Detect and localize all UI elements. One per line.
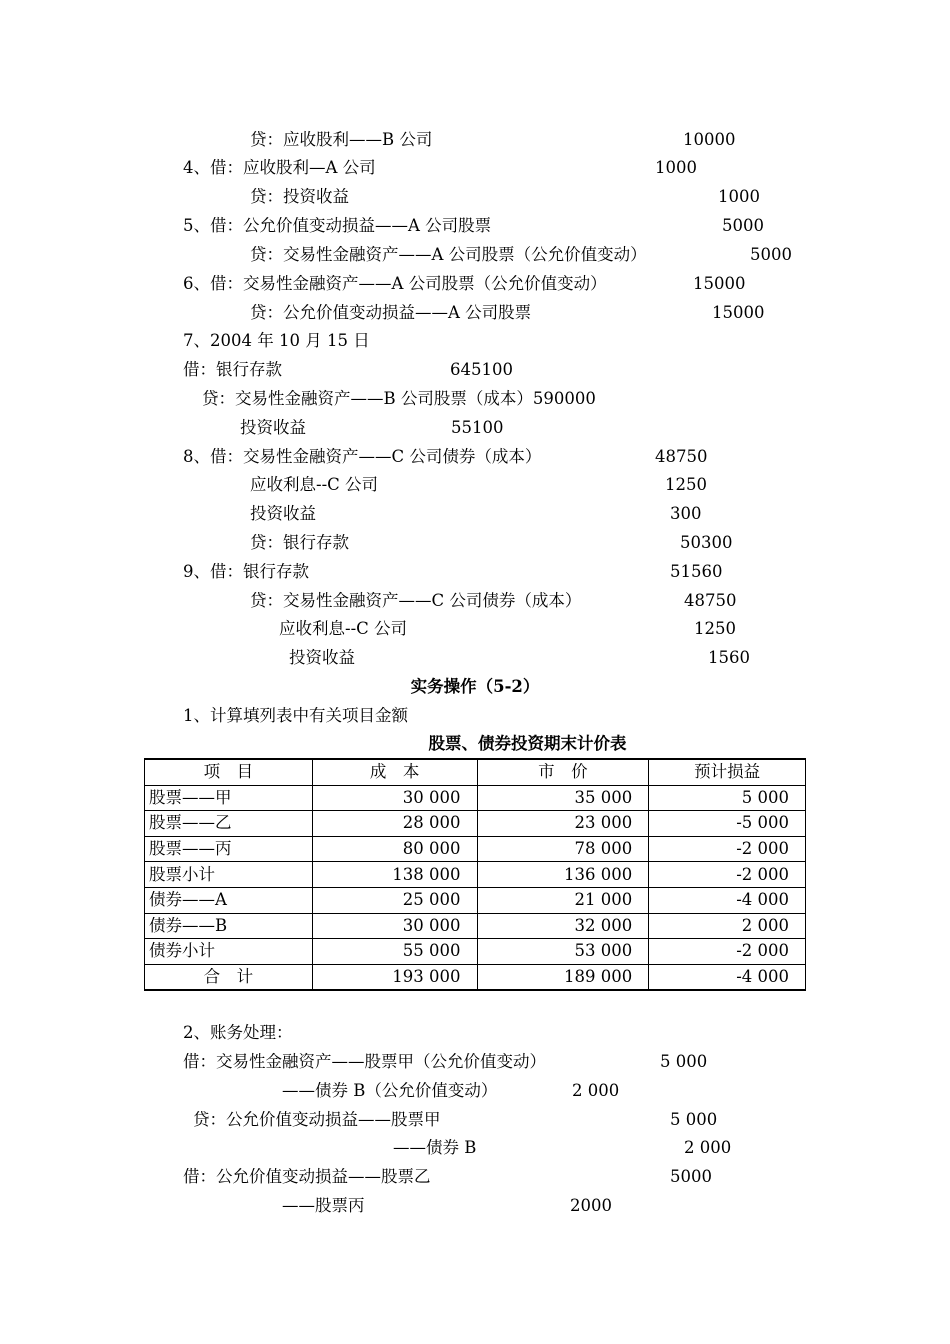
cell-gain-loss: -2 000 <box>649 862 806 888</box>
journal-line-text: 应收利息--C 公司 <box>250 475 379 494</box>
table-row <box>145 887 806 913</box>
journal-line-text: 贷：交易性金融资产——A 公司股票（公允价值变动） <box>250 245 647 264</box>
cell-market-price: 78 000 <box>477 836 649 862</box>
journal-line-text: 贷：银行存款 <box>250 533 349 552</box>
cell-cost: 138 000 <box>312 862 477 888</box>
cell-gain-loss: -2 000 <box>649 836 806 862</box>
journal-line-amount: 48750 <box>684 591 737 610</box>
journal-line-amount: 51560 <box>670 562 723 581</box>
cell-item: 股票——丙 <box>145 836 313 862</box>
journal-line-amount: 55100 <box>451 418 504 437</box>
cell-item: 债券小计 <box>145 939 313 965</box>
journal-line-amount: 1560 <box>708 648 750 667</box>
journal-line-amount: 1250 <box>694 619 736 638</box>
journal-line-text: 5、借：公允价值变动损益——A 公司股票 <box>183 216 492 235</box>
table-row <box>145 862 806 888</box>
cell-cost: 25 000 <box>312 887 477 913</box>
journal-line-text: 应收利息--C 公司 <box>279 619 408 638</box>
table-row <box>145 913 806 939</box>
cell-market-price: 32 000 <box>477 913 649 939</box>
cell-gain-loss: 2 000 <box>649 913 806 939</box>
journal-line-text: ——债券 B <box>393 1138 477 1157</box>
cell-cost: 30 000 <box>312 785 477 811</box>
cell-cost: 28 000 <box>312 811 477 837</box>
header-item: 项 目 <box>145 759 313 785</box>
journal-line-text: 9、借：银行存款 <box>183 562 309 581</box>
cell-cost: 55 000 <box>312 939 477 965</box>
journal-line-amount: 300 <box>670 504 702 523</box>
journal-line-amount: 2 000 <box>684 1138 732 1157</box>
journal-line-text: 贷：交易性金融资产——C 公司债券（成本） <box>250 591 582 610</box>
journal-line-amount: 1250 <box>665 475 707 494</box>
journal-line-text: 投资收益 <box>289 648 355 667</box>
journal-line-text: 借：公允价值变动损益——股票乙 <box>183 1167 431 1186</box>
journal-line-text: 贷：应收股利——B 公司 <box>250 130 433 149</box>
journal-line-amount: 50300 <box>680 533 733 552</box>
journal-line-amount: 15000 <box>693 274 746 293</box>
table-row <box>145 785 806 811</box>
cell-market-price: 53 000 <box>477 939 649 965</box>
cell-gain-loss: -4 000 <box>649 887 806 913</box>
cell-item: 股票——甲 <box>145 785 313 811</box>
cell-item: 股票小计 <box>145 862 313 888</box>
journal-line-text: 4、借：应收股利—A 公司 <box>183 158 376 177</box>
table-header-row <box>145 759 806 785</box>
journal-line-amount: 1000 <box>718 187 760 206</box>
journal-line-amount: 2000 <box>570 1196 612 1215</box>
journal-line-text: ——债券 B（公允价值变动） <box>282 1081 498 1100</box>
journal-line-text: 贷：公允价值变动损益——A 公司股票 <box>250 303 532 322</box>
valuation-table <box>144 758 806 991</box>
section-title: 实务操作（5-2） <box>410 677 540 696</box>
journal-line-text: 贷：公允价值变动损益——股票甲 <box>193 1110 441 1129</box>
journal-line-amount: 5000 <box>750 245 792 264</box>
journal-line-text: 借：交易性金融资产——股票甲（公允价值变动） <box>183 1052 546 1071</box>
cell-gain-loss: -5 000 <box>649 811 806 837</box>
cell-market-price: 23 000 <box>477 811 649 837</box>
cell-item: 债券——A <box>145 887 313 913</box>
journal-line-text: 投资收益 <box>240 418 306 437</box>
cell-item: 债券——B <box>145 913 313 939</box>
header-cost: 成 本 <box>312 759 477 785</box>
journal-line-amount: 645100 <box>450 360 513 379</box>
table-row <box>145 836 806 862</box>
journal-line-amount: 5 000 <box>660 1052 708 1071</box>
journal-line-text: ——股票丙 <box>282 1196 365 1215</box>
cell-cost: 193 000 <box>312 964 477 990</box>
journal-line-amount: 15000 <box>712 303 765 322</box>
journal-line-text: 投资收益 <box>250 504 316 523</box>
cell-gain-loss: -4 000 <box>649 964 806 990</box>
table-total-row <box>145 964 806 990</box>
step-1-heading: 1、计算填列表中有关项目金额 <box>183 706 408 725</box>
cell-market-price: 35 000 <box>477 785 649 811</box>
table-row <box>145 939 806 965</box>
journal-line-text: 7、2004 年 10 月 15 日 <box>183 331 370 350</box>
cell-item: 股票——乙 <box>145 811 313 837</box>
cell-market-price: 189 000 <box>477 964 649 990</box>
cell-item: 合 计 <box>145 964 313 990</box>
journal-line-text: 借：银行存款 <box>183 360 282 379</box>
cell-market-price: 21 000 <box>477 887 649 913</box>
journal-line-amount: 1000 <box>655 158 697 177</box>
header-expected-gain-loss: 预计损益 <box>649 759 806 785</box>
journal-line-amount: 48750 <box>655 447 708 466</box>
journal-line-amount: 10000 <box>683 130 736 149</box>
cell-gain-loss: -2 000 <box>649 939 806 965</box>
journal-line-text: 6、借：交易性金融资产——A 公司股票（公允价值变动） <box>183 274 607 293</box>
step-2-heading: 2、账务处理： <box>183 1023 293 1042</box>
journal-line-text: 8、借：交易性金融资产——C 公司债券（成本） <box>183 447 542 466</box>
journal-line-amount: 2 000 <box>572 1081 620 1100</box>
cell-market-price: 136 000 <box>477 862 649 888</box>
cell-cost: 80 000 <box>312 836 477 862</box>
journal-line-amount: 5000 <box>670 1167 712 1186</box>
header-market-price: 市 价 <box>477 759 649 785</box>
journal-line-text: 贷：投资收益 <box>250 187 349 206</box>
table-title: 股票、债券投资期末计价表 <box>428 734 627 753</box>
journal-line-amount: 5 000 <box>670 1110 718 1129</box>
journal-line-amount: 5000 <box>722 216 764 235</box>
table-row <box>145 811 806 837</box>
cell-cost: 30 000 <box>312 913 477 939</box>
cell-gain-loss: 5 000 <box>649 785 806 811</box>
journal-line-text: 贷：交易性金融资产——B 公司股票（成本）590000 <box>202 389 596 408</box>
